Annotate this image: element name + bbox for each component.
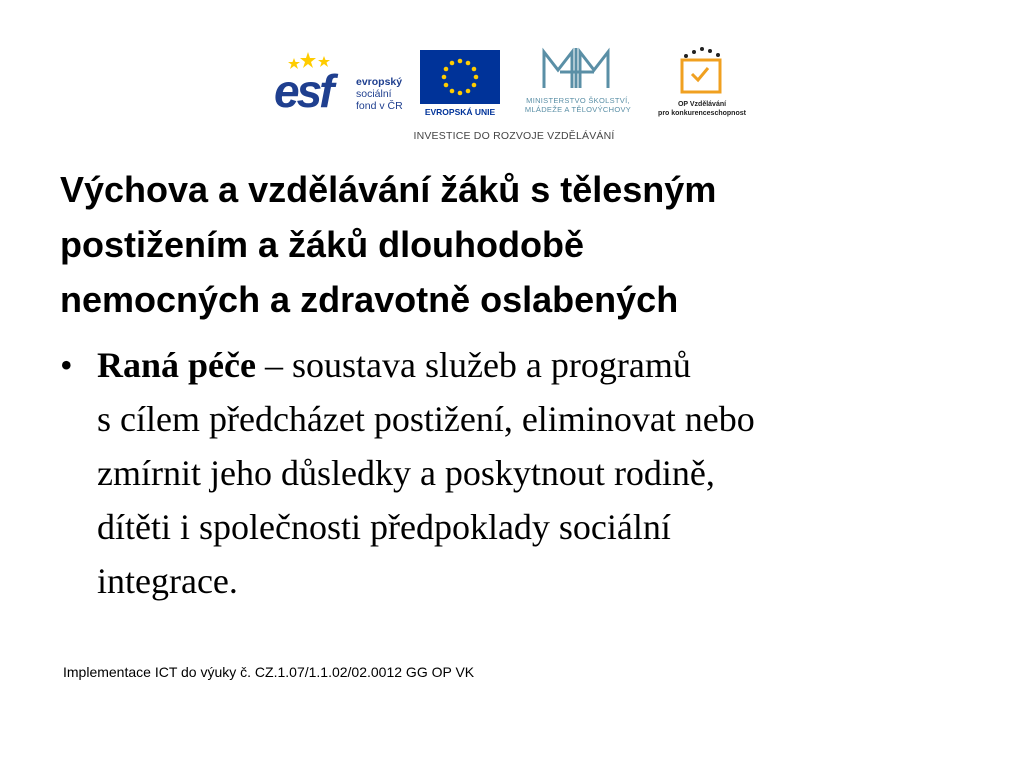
op-mark-icon [672,44,732,98]
esf-line3: fond v ČR [356,100,403,112]
msmt-text [508,96,648,114]
bullet-first-line-rest: – soustava služeb a programů [255,345,691,385]
logo-bar [274,44,754,144]
bullet-line-1 [97,338,755,392]
op-line2: pro konkurenceschopnost [658,110,746,117]
eu-logo [420,50,502,122]
eu-caption: EVROPSKÁ UNIE [424,107,496,117]
esf-logo [274,50,414,122]
bullet-line-4: dítěti i společnosti předpoklady sociální [97,507,671,547]
msmt-logo [508,44,648,124]
title-line-2: postižením a žáků dlouhodobě [60,224,585,265]
esf-letters: esf [274,65,332,117]
title-line-1: Výchova a vzdělávání žáků s tělesným [60,169,717,210]
title-line-3: nemocných a zdravotně oslabených [60,279,679,320]
bullet-line-5: integrace. [97,561,238,601]
bullet-text [97,338,755,608]
bullet-line-2: s cílem předcházet postižení, eliminovat nebo [97,399,755,439]
msmt-line2: MLÁDEŽE A TĚLOVÝCHOVY [524,105,632,114]
msmt-line1: MINISTERSTVO ŠKOLSTVÍ, [526,96,630,105]
slide-title [60,162,960,327]
msmt-mark-icon [538,44,618,94]
bullet-term: Raná péče [97,345,256,385]
op-text [652,100,752,118]
investice-tagline: INVESTICE DO ROZVOJE VZDĚLÁVÁNÍ [413,130,615,142]
esf-line2: sociální [356,88,392,100]
footer-text: Implementace ICT do výuky č. CZ.1.07/1.1.02/02.0012 GG OP VK [63,664,475,680]
op-logo [652,44,752,124]
eu-stars-icon [420,50,500,104]
bullet-line-3: zmírnit jeho důsledky a poskytnout rodině, [97,453,715,493]
op-line1: OP Vzdělávání [677,101,727,108]
esf-line1: evropský [356,76,403,88]
esf-text [356,76,403,112]
bullet-marker: • [60,345,73,385]
eu-flag [420,50,500,104]
